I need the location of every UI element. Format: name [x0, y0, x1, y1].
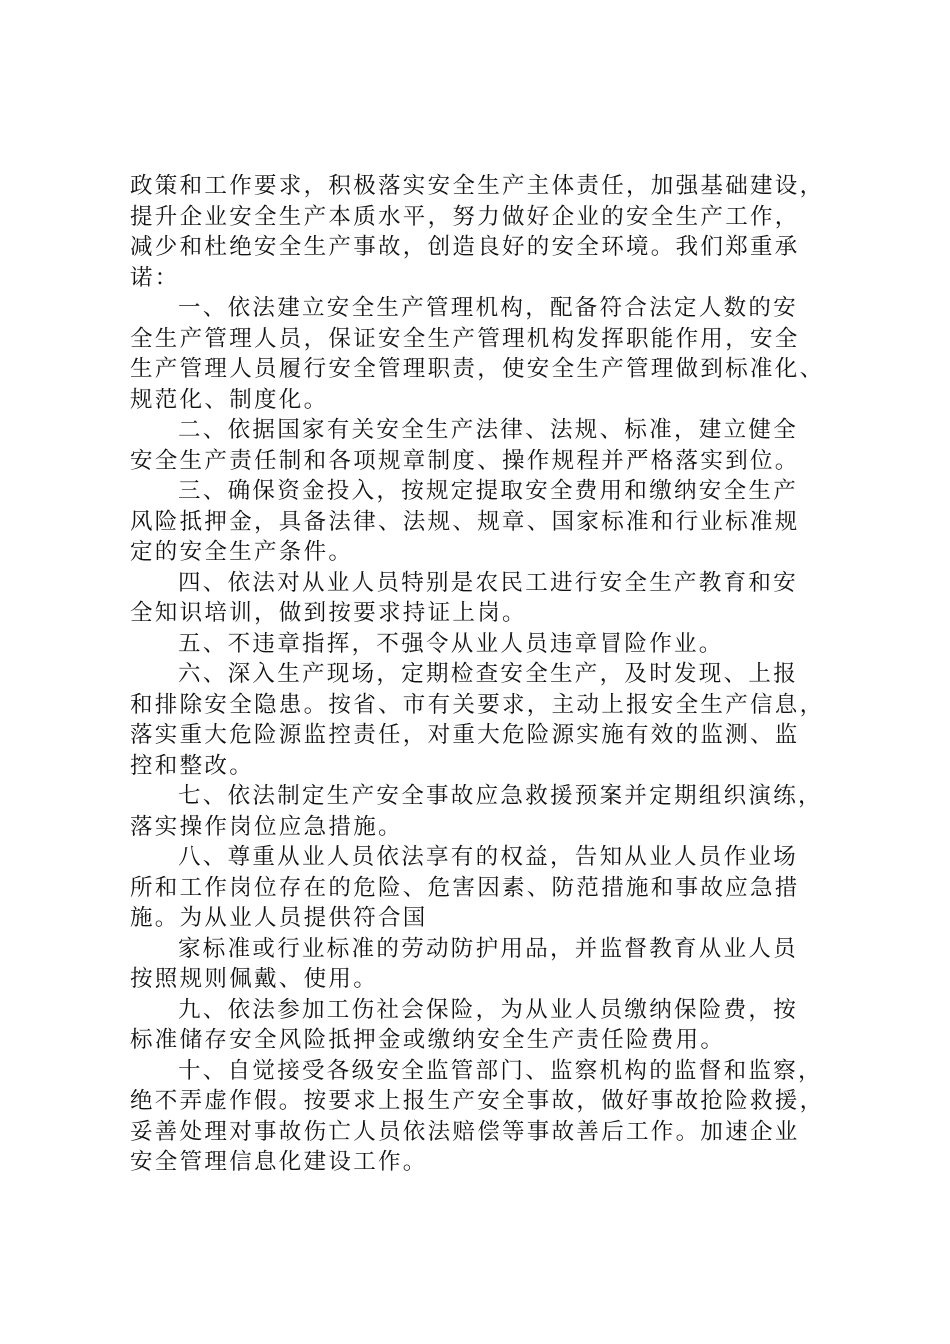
text-line: 安全管理信息化建设工作。 — [130, 1149, 428, 1175]
text-line: 生产管理人员履行安全管理职责，使安全生产管理做到标准化、 — [130, 356, 825, 382]
text-line: 施。为从业人员提供符合国 — [130, 905, 428, 931]
text-line: 风险抵押金，具备法律、法规、规章、国家标准和行业标准规 — [130, 508, 800, 535]
text-line: 绝不弄虚作假。按要求上报生产安全事故，做好事故抢险救援， — [130, 1088, 825, 1114]
text-line: 家标准或行业标准的劳动防护用品，并监督教育从业人员 — [178, 935, 799, 962]
text-line: 政策和工作要求，积极落实安全生产主体责任，加强基础建设， — [130, 173, 825, 199]
text-line: 落实重大危险源监控责任，对重大危险源实施有效的监测、监 — [130, 722, 800, 748]
text-line: 五、不违章指挥，不强令从业人员违章冒险作业。 — [178, 630, 724, 657]
text-line: 全生产管理人员，保证安全生产管理机构发挥职能作用，安全 — [130, 325, 800, 352]
text-line: 四、依法对从业人员特别是农民工进行安全生产教育和安 — [178, 569, 799, 596]
document-body — [130, 171, 842, 1178]
text-line: 六、深入生产现场，定期检查安全生产，及时发现、上报 — [178, 661, 799, 687]
text-line: 七、依法制定生产安全事故应急救援预案并定期组织演练， — [178, 783, 823, 809]
text-line: 按照规则佩戴、使用。 — [130, 966, 379, 992]
text-line: 控和整改。 — [130, 752, 255, 779]
text-line: 所和工作岗位存在的危险、危害因素、防范措施和事故应急措 — [130, 874, 800, 901]
text-line: 诺： — [130, 264, 180, 291]
text-line: 全知识培训，做到按要求持证上岗。 — [130, 600, 527, 626]
text-line: 八、尊重从业人员依法享有的权益，告知从业人员作业场 — [178, 844, 799, 870]
text-line: 落实操作岗位应急措施。 — [130, 813, 403, 840]
text-line: 二、依据国家有关安全生产法律、法规、标准，建立健全 — [178, 417, 799, 443]
text-line: 规范化、制度化。 — [130, 386, 329, 413]
text-line: 减少和杜绝安全生产事故，创造良好的安全环境。我们郑重承 — [130, 234, 800, 260]
text-line: 十、自觉接受各级安全监管部门、监察机构的监督和监察， — [178, 1057, 823, 1084]
text-line: 九、依法参加工伤社会保险，为从业人员缴纳保险费，按 — [178, 996, 799, 1023]
text-line: 提升企业安全生产本质水平，努力做好企业的安全生产工作， — [130, 203, 800, 230]
text-line: 三、确保资金投入，按规定提取安全费用和缴纳安全生产 — [178, 478, 799, 504]
text-line: 标准储存安全风险抵押金或缴纳安全生产责任险费用。 — [130, 1027, 726, 1053]
text-line: 安全生产责任制和各项规章制度、操作规程并严格落实到位。 — [130, 447, 800, 474]
text-line: 定的安全生产条件。 — [130, 539, 354, 565]
text-line: 和排除安全隐患。按省、市有关要求，主动上报安全生产信息， — [130, 691, 825, 718]
text-line: 妥善处理对事故伤亡人员依法赔偿等事故善后工作。加速企业 — [130, 1118, 800, 1145]
text-line: 一、依法建立安全生产管理机构，配备符合法定人数的安 — [178, 295, 799, 321]
